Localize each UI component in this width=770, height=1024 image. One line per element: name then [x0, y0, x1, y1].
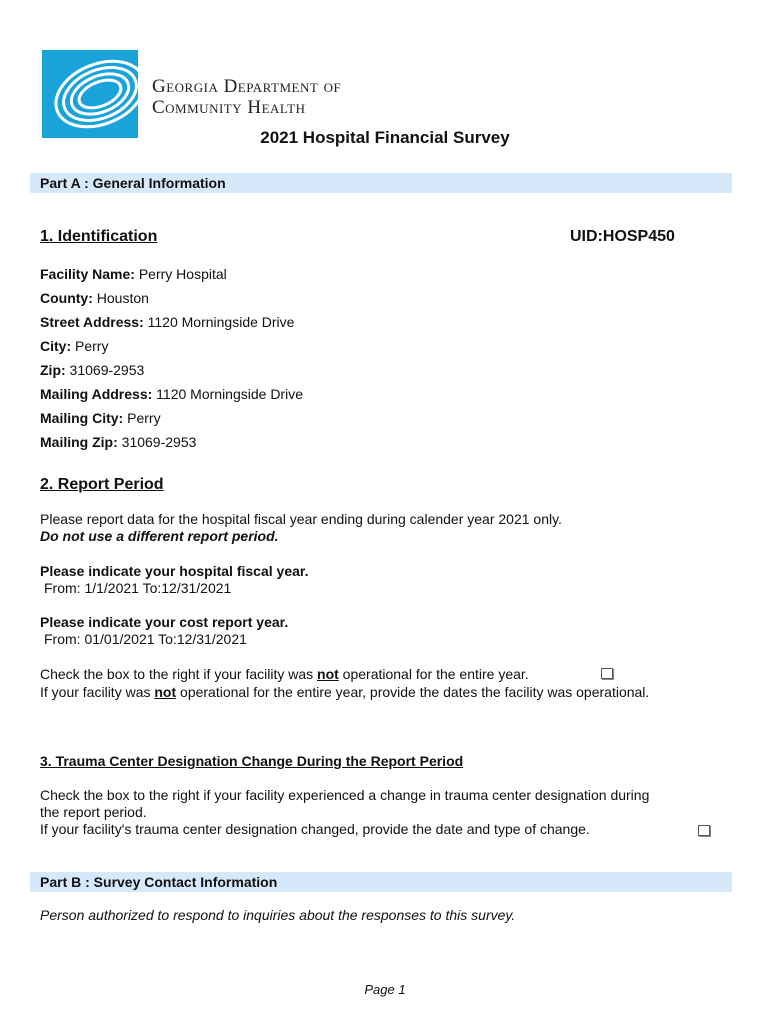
field-value: 31069-2953 [69, 362, 145, 378]
trauma-text-line-1: Check the box to the right if your facility experienced a change in trauma center designation during [40, 787, 650, 803]
contact-note: Person authorized to respond to inquiries about the responses to this survey. [40, 907, 516, 923]
field-label: Facility Name: [40, 266, 135, 282]
field-label: Zip: [40, 362, 66, 378]
part-a-header: Part A : General Information [30, 173, 732, 193]
field-label: Mailing Zip: [40, 434, 118, 450]
not-emphasis: not [154, 684, 177, 700]
survey-title: 2021 Hospital Financial Survey [260, 128, 510, 147]
field-value: Perry [75, 338, 109, 354]
field-row [40, 262, 303, 286]
field-label: City: [40, 338, 72, 354]
field-row [40, 286, 303, 310]
fiscal-year-prompt: Please indicate your hospital fiscal year. [40, 563, 309, 579]
operational-dates-text-pre: If your facility was [40, 684, 155, 700]
part-b-header: Part B : Survey Contact Information [30, 872, 732, 892]
identification-fields [40, 262, 303, 454]
field-label: Mailing City: [40, 410, 124, 426]
report-period-heading: 2. Report Period [40, 476, 164, 493]
cost-report-value: From: 01/01/2021 To:12/31/2021 [44, 631, 247, 647]
field-label: Street Address: [40, 314, 144, 330]
operational-dates-statement [40, 684, 649, 701]
identification-heading: 1. Identification [40, 228, 158, 245]
field-row [40, 310, 303, 334]
trauma-change-checkbox[interactable] [698, 825, 710, 836]
field-row [40, 358, 303, 382]
org-line-2: Community Health [152, 97, 306, 118]
not-operational-text-post: operational for the entire year. [338, 666, 529, 682]
uid-label: UID:HOSP450 [570, 228, 675, 245]
org-line-1: Georgia Department of [152, 76, 342, 97]
field-value: Houston [96, 290, 149, 306]
field-row [40, 382, 303, 406]
field-row [40, 430, 303, 454]
page-number: Page 1 [364, 982, 406, 997]
field-row [40, 406, 303, 430]
not-emphasis: not [317, 666, 339, 682]
report-period-intro: Please report data for the hospital fiscal year ending during calender year 2021 only. [40, 511, 562, 527]
field-value: 1120 Morningside Drive [156, 386, 303, 402]
fiscal-year-value: From: 1/1/2021 To:12/31/2021 [44, 580, 232, 596]
report-period-warning: Do not use a different report period. [40, 528, 279, 544]
not-operational-checkbox[interactable] [601, 668, 613, 679]
organization-name [152, 76, 341, 118]
field-value: Perry Hospital [138, 266, 227, 282]
georgia-dch-logo-icon [42, 50, 138, 138]
not-operational-statement [40, 666, 529, 683]
trauma-heading: 3. Trauma Center Designation Change During the Report Period [40, 753, 464, 769]
field-value: 1120 Morningside Drive [147, 314, 295, 330]
field-value: Perry [127, 410, 161, 426]
trauma-text-line-2: the report period. [40, 804, 147, 820]
trauma-text-line-3: If your facility's trauma center designation changed, provide the date and type of change. [40, 821, 590, 837]
operational-dates-text-post: operational for the entire year, provide the dates the facility was operational. [176, 684, 650, 700]
not-operational-text-pre: Check the box to the right if your facility was [40, 666, 318, 682]
field-value: 31069-2953 [121, 434, 197, 450]
cost-report-prompt: Please indicate your cost report year. [40, 614, 289, 630]
field-label: Mailing Address: [40, 386, 153, 402]
field-row [40, 334, 303, 358]
field-label: County: [40, 290, 93, 306]
